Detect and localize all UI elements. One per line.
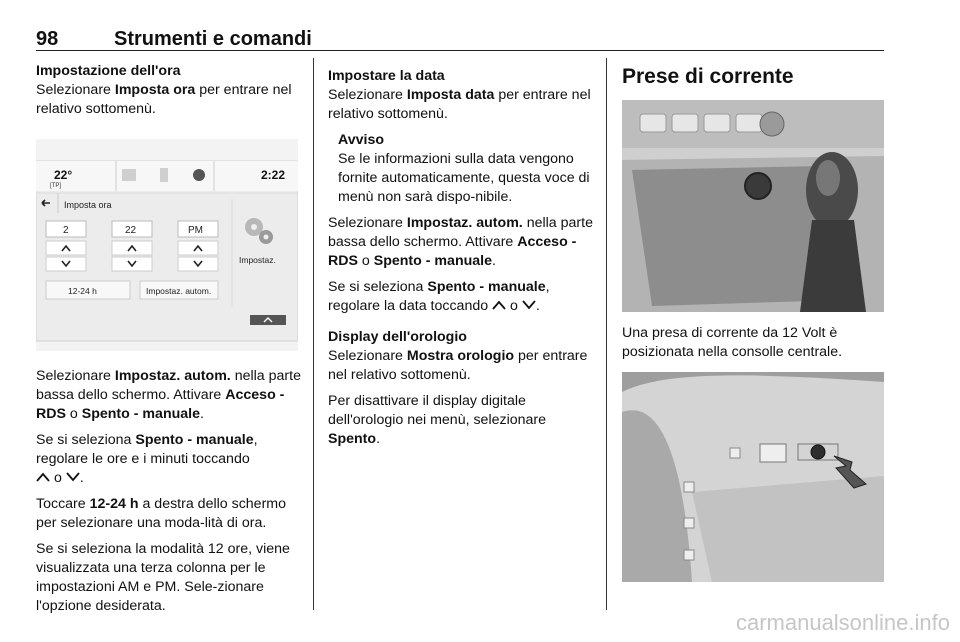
- paragraph: Selezionare Mostra orologio per entrare nel relativo sottomenù.: [328, 348, 588, 383]
- format-button-label: 12-24 h: [68, 286, 97, 296]
- page-title: Strumenti e comandi: [114, 28, 312, 50]
- watermark: carmanualsonline.info: [735, 610, 950, 635]
- paragraph: Per disattivare il display digitale dell'orologio nei menù, selezionare Spento.: [328, 393, 547, 447]
- music-icon: [122, 169, 136, 181]
- chevron-up-icon: [36, 471, 50, 483]
- column-3: [622, 64, 890, 582]
- chevron-up-icon: [492, 299, 506, 311]
- paragraph: Una presa di corrente da 12 Volt è posizionata nella consolle centrale.: [622, 325, 843, 360]
- paragraph: Se si seleziona la modalità 12 ore, viene visualizzata una terza colonna per le impostazioni AM e PM. Sele-zionare l'opzione desiderata.: [36, 541, 290, 614]
- trunk-photo-svg: [622, 372, 884, 582]
- screen-svg: [36, 139, 298, 351]
- console-photo-svg: [622, 100, 884, 312]
- settings-label: Impostaz.: [239, 255, 276, 265]
- note-box: [338, 131, 596, 207]
- trunk-outlet-photo: [622, 372, 884, 582]
- page-header: [36, 24, 884, 52]
- paragraph: Selezionare Impostaz. autom. nella parte bassa dello schermo. Attivare Acceso - RDS o Spento - manuale.: [328, 215, 593, 269]
- paragraph: Se si seleziona Spento - manuale, regolare la data toccando o .: [328, 279, 550, 314]
- note-title: Avviso: [338, 132, 384, 148]
- power-socket-icon: [745, 173, 771, 199]
- temp-sub: [TP]: [50, 183, 62, 189]
- paragraph: Selezionare Imposta data per entrare nel relativo sottomenù.: [328, 87, 591, 122]
- column-divider: [313, 58, 314, 610]
- ampm-value: PM: [188, 225, 203, 236]
- section-heading-clock-display: Display dell'orologio: [328, 329, 467, 345]
- section-heading-time: Impostazione dell'ora: [36, 63, 181, 79]
- column-2: [328, 67, 596, 456]
- paragraph: Se si seleziona Spento - manuale, regolare le ore e i minuti toccando o .: [36, 432, 258, 486]
- temp-readout: 22°: [54, 168, 73, 182]
- auto-button-label: Impostaz. autom.: [146, 286, 212, 296]
- console-outlet-photo: [622, 100, 884, 312]
- page-number: 98: [36, 28, 59, 50]
- header-rule: [36, 50, 884, 51]
- nav-icon: [193, 169, 205, 181]
- paragraph: Selezionare Imposta ora per entrare nel relativo sottomenù.: [36, 82, 292, 117]
- screen-title: Imposta ora: [64, 200, 112, 210]
- section-title-power-outlets: Prese di corrente: [622, 65, 794, 88]
- minute-value: 22: [125, 225, 137, 236]
- note-text: Se le informazioni sulla data vengono fornite automaticamente, questa voce di menù non sarà dispo-nibile.: [338, 151, 590, 205]
- paragraph: Selezionare Impostaz. autom. nella parte bassa dello schermo. Attivare Acceso - RDS o Spento - manuale.: [36, 368, 301, 422]
- power-socket-icon: [811, 445, 825, 459]
- hour-value: 2: [63, 225, 69, 236]
- section-heading-date: Impostare la data: [328, 68, 445, 84]
- chevron-down-icon: [522, 299, 536, 311]
- chevron-down-icon: [66, 471, 80, 483]
- clock-readout: 2:22: [261, 168, 286, 182]
- column-divider: [606, 58, 607, 610]
- phone-icon: [160, 168, 168, 182]
- column-1: [36, 62, 302, 623]
- infotainment-screen-image: [36, 139, 298, 351]
- paragraph: Toccare 12-24 h a destra dello schermo per selezionare una moda-lità di ora.: [36, 496, 286, 531]
